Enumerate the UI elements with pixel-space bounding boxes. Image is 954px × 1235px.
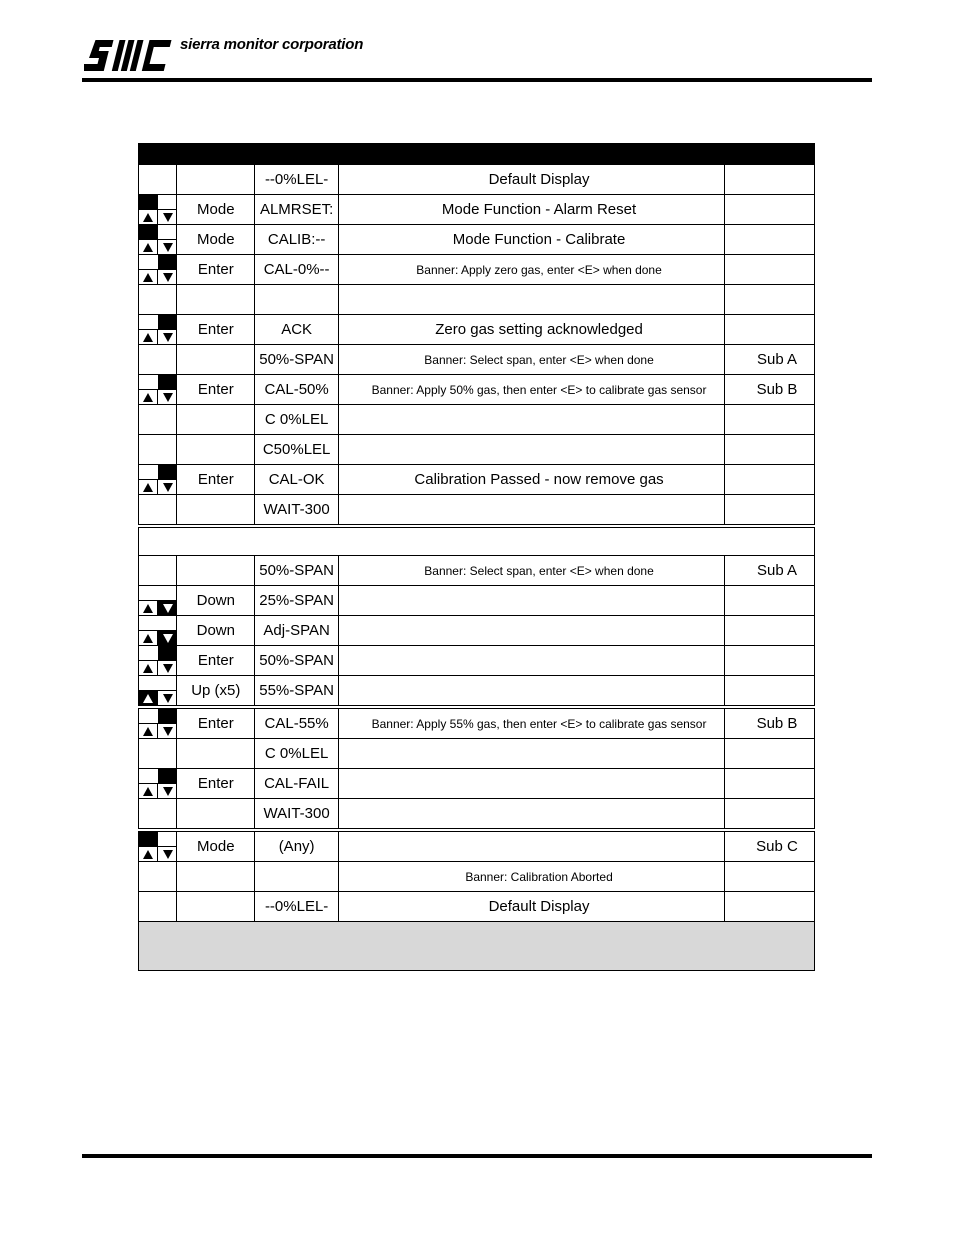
step-description: Default Display [339, 892, 725, 922]
key-pad-cell [139, 285, 177, 315]
down-arrow-icon [158, 600, 177, 615]
display-readout [255, 285, 339, 315]
triangle-up-icon [143, 634, 153, 643]
key-pressed [177, 799, 255, 831]
sub-reference: Sub B [725, 375, 815, 405]
display-readout: CALIB:-- [255, 225, 339, 255]
key-pad-cell [139, 862, 177, 892]
triangle-down-icon [163, 787, 173, 796]
display-readout: CAL-FAIL [255, 769, 339, 799]
key-pad-cell [139, 646, 177, 676]
sub-reference [725, 315, 815, 345]
key-pad-cell [139, 799, 177, 831]
sub-reference [725, 892, 815, 922]
triangle-down-icon [163, 483, 173, 492]
key-pressed: Enter [177, 769, 255, 799]
enter-key-icon [158, 646, 177, 660]
step-description [339, 616, 725, 646]
table-row [139, 465, 815, 495]
keypad-icon [139, 315, 177, 344]
key-pad-cell [139, 892, 177, 922]
key-pressed [177, 285, 255, 315]
step-description [339, 830, 725, 862]
display-readout: 50%-SPAN [255, 345, 339, 375]
mode-key-icon [139, 465, 158, 479]
triangle-down-icon [163, 393, 173, 402]
triangle-up-icon [143, 850, 153, 859]
step-description [339, 676, 725, 708]
display-readout: 50%-SPAN [255, 646, 339, 676]
key-pad-cell [139, 195, 177, 225]
table-row [139, 556, 815, 586]
key-pressed: Mode [177, 225, 255, 255]
sub-reference [725, 586, 815, 616]
triangle-up-icon [143, 604, 153, 613]
triangle-down-icon [163, 850, 173, 859]
enter-key-icon [158, 676, 177, 690]
key-pressed [177, 435, 255, 465]
enter-key-icon [158, 616, 177, 630]
enter-key-icon [158, 465, 177, 479]
table-row [139, 405, 815, 435]
display-readout: Adj-SPAN [255, 616, 339, 646]
table-row [139, 255, 815, 285]
key-pressed [177, 739, 255, 769]
keypad-icon [139, 769, 177, 798]
step-description [339, 586, 725, 616]
enter-key-icon [158, 832, 177, 846]
sub-reference: Sub C [725, 830, 815, 862]
key-pressed [177, 892, 255, 922]
key-pad-cell [139, 345, 177, 375]
sub-reference [725, 739, 815, 769]
up-arrow-icon [139, 389, 158, 404]
key-pressed: Enter [177, 255, 255, 285]
table-row [139, 676, 815, 708]
key-pad-cell [139, 375, 177, 405]
triangle-up-icon [143, 393, 153, 402]
mode-key-icon [139, 195, 158, 209]
triangle-down-icon [163, 694, 173, 703]
key-pad-cell [139, 225, 177, 255]
up-arrow-icon [139, 660, 158, 675]
down-arrow-icon [158, 630, 177, 645]
key-pad-cell [139, 739, 177, 769]
display-readout: --0%LEL- [255, 165, 339, 195]
keypad-icon [139, 375, 177, 404]
table-row [139, 195, 815, 225]
triangle-up-icon [143, 243, 153, 252]
up-arrow-icon [139, 479, 158, 494]
table-row [139, 225, 815, 255]
up-arrow-icon [139, 209, 158, 224]
key-pressed: Mode [177, 195, 255, 225]
keypad-icon [139, 676, 177, 705]
key-pressed: Mode [177, 830, 255, 862]
key-pad-cell [139, 255, 177, 285]
enter-key-icon [158, 586, 177, 600]
display-readout: 50%-SPAN [255, 556, 339, 586]
step-description: Zero gas setting acknowledged [339, 315, 725, 345]
key-pad-cell [139, 315, 177, 345]
key-pressed: Enter [177, 707, 255, 739]
triangle-up-icon [143, 727, 153, 736]
sub-reference: Sub A [725, 345, 815, 375]
step-description [339, 435, 725, 465]
keypad-icon [139, 225, 177, 254]
key-pressed: Enter [177, 465, 255, 495]
triangle-up-icon [143, 483, 153, 492]
mode-key-icon [139, 315, 158, 329]
key-pressed [177, 405, 255, 435]
sub-reference [725, 165, 815, 195]
triangle-up-icon [143, 787, 153, 796]
triangle-up-icon [143, 694, 153, 703]
mode-key-icon [139, 832, 158, 846]
table-row [139, 739, 815, 769]
display-readout: CAL-55% [255, 707, 339, 739]
key-pad-cell [139, 435, 177, 465]
key-pad-cell [139, 405, 177, 435]
sub-reference [725, 225, 815, 255]
sub-reference [725, 769, 815, 799]
step-description: Banner: Apply 50% gas, then enter <E> to calibrate gas sensor [339, 375, 725, 405]
down-arrow-icon [158, 269, 177, 284]
sub-reference [725, 799, 815, 831]
sub-reference [725, 435, 815, 465]
section-separator [139, 526, 815, 556]
sub-reference: Sub A [725, 556, 815, 586]
display-readout: CAL-50% [255, 375, 339, 405]
key-pad-cell [139, 465, 177, 495]
table-row [139, 435, 815, 465]
step-description: Default Display [339, 165, 725, 195]
triangle-down-icon [163, 243, 173, 252]
display-readout: ALMRSET: [255, 195, 339, 225]
enter-key-icon [158, 195, 177, 209]
step-description: Calibration Passed - now remove gas [339, 465, 725, 495]
footer-rule [82, 1154, 872, 1158]
down-arrow-icon [158, 209, 177, 224]
display-readout: --0%LEL- [255, 892, 339, 922]
down-arrow-icon [158, 846, 177, 861]
down-arrow-icon [158, 479, 177, 494]
enter-key-icon [158, 709, 177, 723]
calibration-procedure-table [138, 143, 815, 971]
enter-key-icon [158, 315, 177, 329]
down-arrow-icon [158, 239, 177, 254]
keypad-icon [139, 586, 177, 615]
triangle-down-icon [163, 727, 173, 736]
key-pressed: Enter [177, 646, 255, 676]
enter-key-icon [158, 255, 177, 269]
step-description: Banner: Select span, enter <E> when done [339, 345, 725, 375]
table-row [139, 165, 815, 195]
table-row [139, 646, 815, 676]
triangle-down-icon [163, 664, 173, 673]
display-readout: C 0%LEL [255, 405, 339, 435]
key-pad-cell [139, 769, 177, 799]
sub-reference [725, 495, 815, 527]
table-row [139, 799, 815, 831]
triangle-up-icon [143, 273, 153, 282]
triangle-up-icon [143, 333, 153, 342]
key-pad-cell [139, 165, 177, 195]
key-pressed [177, 495, 255, 527]
table-row [139, 495, 815, 527]
key-pad-cell [139, 495, 177, 527]
key-pad-cell [139, 586, 177, 616]
display-readout: 55%-SPAN [255, 676, 339, 708]
keypad-icon [139, 255, 177, 284]
step-description [339, 495, 725, 527]
key-pressed: Enter [177, 375, 255, 405]
step-description [339, 285, 725, 315]
brand-name: sierra monitor corporation [180, 36, 364, 53]
key-pressed: Down [177, 616, 255, 646]
sub-reference [725, 405, 815, 435]
keypad-icon [139, 195, 177, 224]
display-readout: (Any) [255, 830, 339, 862]
up-arrow-icon [139, 630, 158, 645]
enter-key-icon [158, 375, 177, 389]
enter-key-icon [158, 225, 177, 239]
up-arrow-icon [139, 239, 158, 254]
table-footer [139, 922, 815, 971]
keypad-icon [139, 646, 177, 675]
mode-key-icon [139, 709, 158, 723]
smc-logo [84, 38, 174, 76]
table-header [139, 144, 815, 165]
table-row [139, 285, 815, 315]
up-arrow-icon [139, 690, 158, 705]
sub-reference [725, 285, 815, 315]
display-readout: WAIT-300 [255, 495, 339, 527]
key-pressed [177, 345, 255, 375]
sub-reference [725, 195, 815, 225]
enter-key-icon [158, 769, 177, 783]
key-pressed: Up (x5) [177, 676, 255, 708]
up-arrow-icon [139, 846, 158, 861]
table-row [139, 862, 815, 892]
triangle-up-icon [143, 664, 153, 673]
header-rule [82, 78, 872, 82]
step-description [339, 739, 725, 769]
display-readout: C 0%LEL [255, 739, 339, 769]
key-pad-cell [139, 707, 177, 739]
table-row [139, 707, 815, 739]
display-readout: WAIT-300 [255, 799, 339, 831]
triangle-down-icon [163, 213, 173, 222]
display-readout: CAL-0%-- [255, 255, 339, 285]
triangle-up-icon [143, 213, 153, 222]
table-row [139, 375, 815, 405]
mode-key-icon [139, 375, 158, 389]
sub-reference [725, 676, 815, 708]
step-description [339, 646, 725, 676]
step-description: Banner: Select span, enter <E> when done [339, 556, 725, 586]
step-description: Mode Function - Alarm Reset [339, 195, 725, 225]
table-row [139, 769, 815, 799]
up-arrow-icon [139, 723, 158, 738]
sub-reference: Sub B [725, 707, 815, 739]
sub-reference [725, 862, 815, 892]
sub-reference [725, 465, 815, 495]
down-arrow-icon [158, 389, 177, 404]
up-arrow-icon [139, 600, 158, 615]
triangle-down-icon [163, 634, 173, 643]
table-row [139, 315, 815, 345]
table-row [139, 586, 815, 616]
table-row [139, 892, 815, 922]
mode-key-icon [139, 769, 158, 783]
mode-key-icon [139, 616, 158, 630]
down-arrow-icon [158, 690, 177, 705]
sub-reference [725, 255, 815, 285]
mode-key-icon [139, 676, 158, 690]
keypad-icon [139, 832, 177, 861]
step-description: Banner: Apply 55% gas, then enter <E> to calibrate gas sensor [339, 707, 725, 739]
keypad-icon [139, 616, 177, 645]
display-readout: C50%LEL [255, 435, 339, 465]
key-pressed [177, 556, 255, 586]
triangle-down-icon [163, 273, 173, 282]
key-pad-cell [139, 676, 177, 708]
mode-key-icon [139, 586, 158, 600]
step-description [339, 405, 725, 435]
keypad-icon [139, 465, 177, 494]
key-pressed [177, 165, 255, 195]
step-description: Banner: Apply zero gas, enter <E> when done [339, 255, 725, 285]
up-arrow-icon [139, 329, 158, 344]
key-pad-cell [139, 556, 177, 586]
key-pressed: Enter [177, 315, 255, 345]
key-pad-cell [139, 616, 177, 646]
display-readout [255, 862, 339, 892]
sub-reference [725, 616, 815, 646]
down-arrow-icon [158, 660, 177, 675]
step-description [339, 799, 725, 831]
table-row [139, 345, 815, 375]
up-arrow-icon [139, 269, 158, 284]
keypad-icon [139, 709, 177, 738]
down-arrow-icon [158, 329, 177, 344]
down-arrow-icon [158, 783, 177, 798]
display-readout: CAL-OK [255, 465, 339, 495]
table-row [139, 616, 815, 646]
mode-key-icon [139, 255, 158, 269]
table-row [139, 830, 815, 862]
step-description: Mode Function - Calibrate [339, 225, 725, 255]
key-pressed: Down [177, 586, 255, 616]
step-description: Banner: Calibration Aborted [339, 862, 725, 892]
sub-reference [725, 646, 815, 676]
mode-key-icon [139, 225, 158, 239]
mode-key-icon [139, 646, 158, 660]
triangle-down-icon [163, 333, 173, 342]
key-pad-cell [139, 830, 177, 862]
display-readout: 25%-SPAN [255, 586, 339, 616]
key-pressed [177, 862, 255, 892]
down-arrow-icon [158, 723, 177, 738]
step-description [339, 769, 725, 799]
display-readout: ACK [255, 315, 339, 345]
triangle-down-icon [163, 604, 173, 613]
up-arrow-icon [139, 783, 158, 798]
